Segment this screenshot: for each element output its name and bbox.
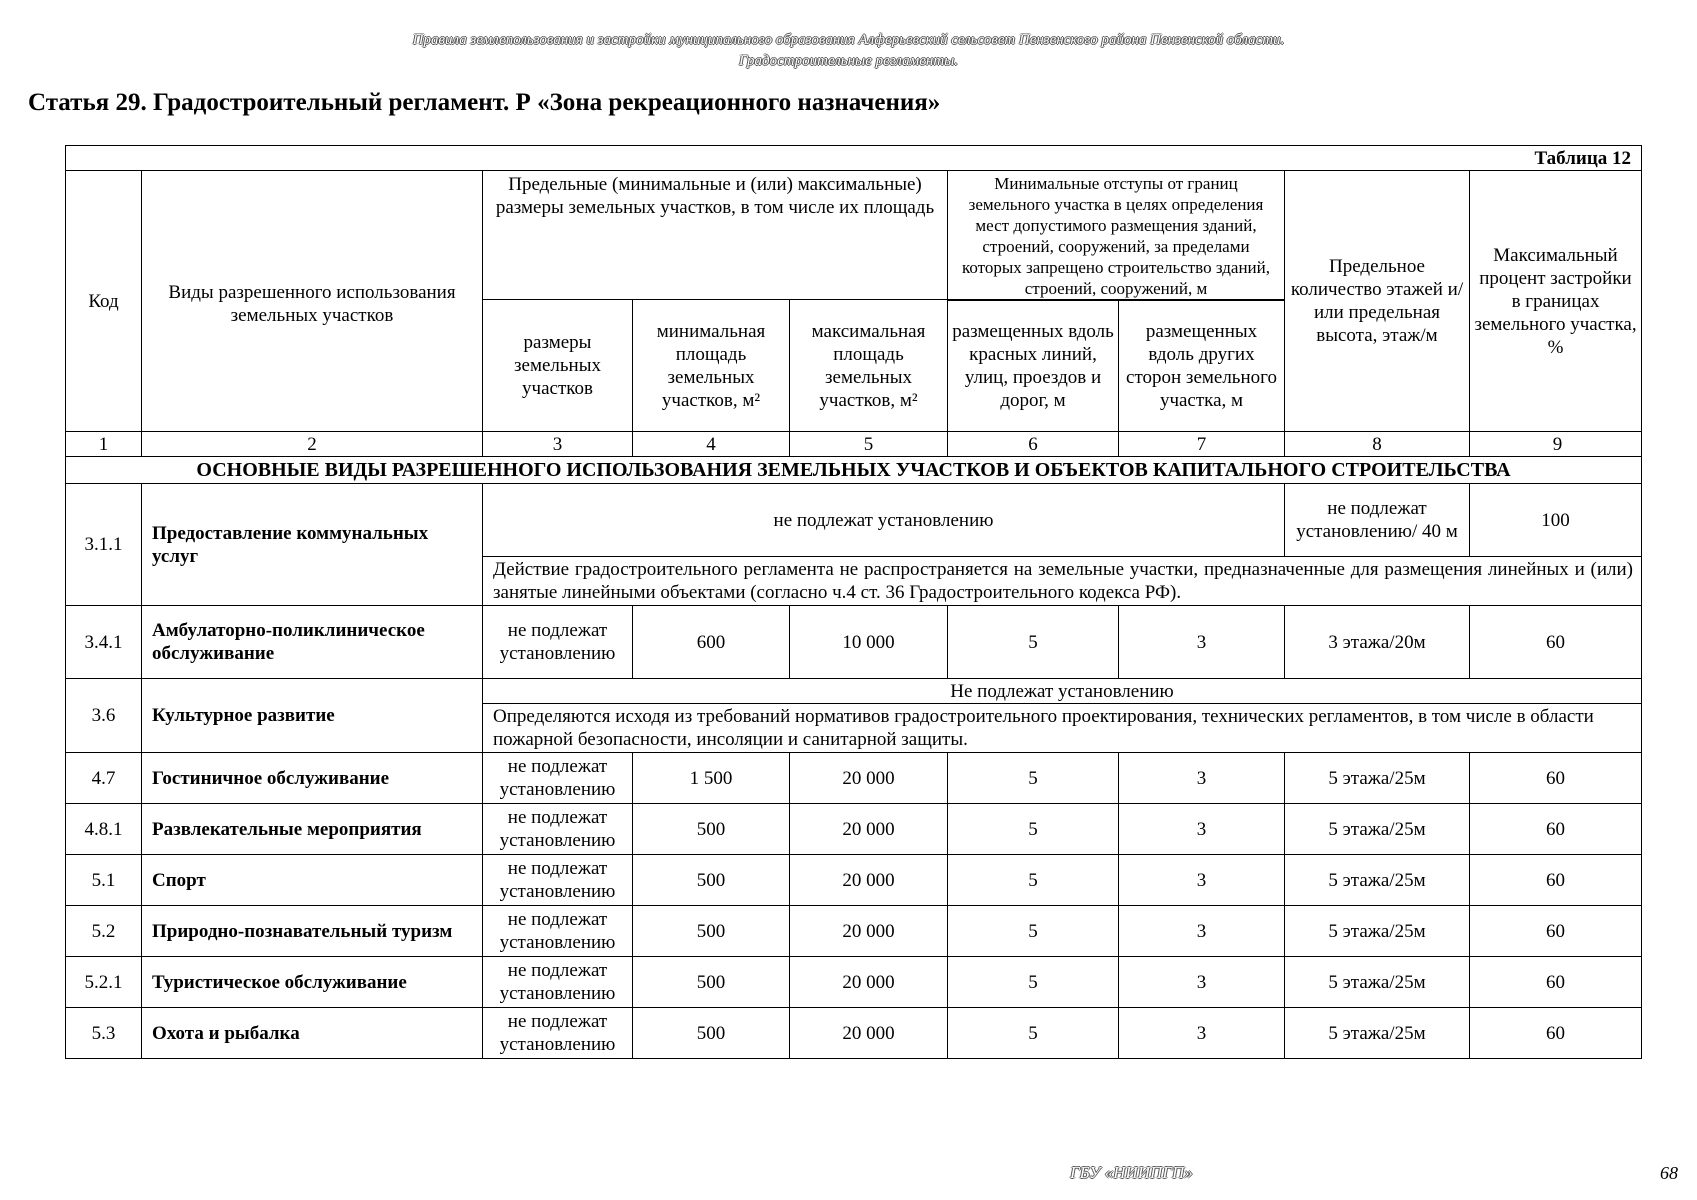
column-number: 6 xyxy=(948,432,1119,457)
table-row xyxy=(66,804,1642,855)
row-size: не подлежат установлению xyxy=(483,1008,633,1059)
header-min-area: минимальная площадь земельных участков, м² xyxy=(633,300,790,432)
row-setback-red: 5 xyxy=(948,855,1119,906)
column-number: 4 xyxy=(633,432,790,457)
row-size: не подлежат установлению xyxy=(483,753,633,804)
table-row xyxy=(66,679,1642,704)
row-code: 4.8.1 xyxy=(66,804,142,855)
running-header-line-1: Правила землепользования и застройки муниципального образования Алферьевский сельсовет Пензенского района Пензенской области. xyxy=(412,32,1285,48)
page-number: 68 xyxy=(1660,1163,1678,1183)
row-min-area: 1 500 xyxy=(633,753,790,804)
row-floors: 5 этажа/25м xyxy=(1285,855,1470,906)
row-code: 5.2.1 xyxy=(66,957,142,1008)
running-header xyxy=(0,30,1697,72)
row-max-area: 10 000 xyxy=(790,606,948,679)
row-use-name: Спорт xyxy=(142,855,483,906)
row-min-area: 500 xyxy=(633,957,790,1008)
row-use-name: Туристическое обслуживание xyxy=(142,957,483,1008)
row-coverage: 60 xyxy=(1470,855,1642,906)
row-max-area: 20 000 xyxy=(790,957,948,1008)
row-floors: 5 этажа/25м xyxy=(1285,753,1470,804)
row-note: Определяются исходя из требований нормативов градостроительного проектирования, технических регламентов, в том числе в области пожарной безопасности, инсоляции и санитарной защиты. xyxy=(483,704,1642,753)
row-params: Не подлежат установлению xyxy=(483,679,1642,704)
row-code: 5.1 xyxy=(66,855,142,906)
table-row xyxy=(66,855,1642,906)
row-coverage: 60 xyxy=(1470,804,1642,855)
column-number: 2 xyxy=(142,432,483,457)
row-min-area: 600 xyxy=(633,606,790,679)
table-row xyxy=(66,753,1642,804)
row-max-area: 20 000 xyxy=(790,804,948,855)
row-size: не подлежат установлению xyxy=(483,804,633,855)
table-row xyxy=(66,906,1642,957)
header-max-area: максимальная площадь земельных участков, м² xyxy=(790,300,948,432)
row-coverage: 60 xyxy=(1470,906,1642,957)
row-size: не подлежат установлению xyxy=(483,606,633,679)
row-use-name: Охота и рыбалка xyxy=(142,1008,483,1059)
row-setback-red: 5 xyxy=(948,804,1119,855)
column-number: 8 xyxy=(1285,432,1470,457)
running-header-line-2: Градостроительные регламенты. xyxy=(738,53,959,69)
header-floors: Предельное количество этажей и/или предельная высота, этаж/м xyxy=(1285,171,1470,432)
header-use: Виды разрешенного использования земельных участков xyxy=(142,171,483,432)
column-numbers-row xyxy=(66,432,1642,457)
header-setback-other: размещенных вдоль других сторон земельного участка, м xyxy=(1119,301,1285,432)
row-min-area: 500 xyxy=(633,855,790,906)
row-max-area: 20 000 xyxy=(790,855,948,906)
running-footer-org: ГБУ «НИИПГП» xyxy=(1070,1163,1193,1182)
row-code: 4.7 xyxy=(66,753,142,804)
row-coverage: 60 xyxy=(1470,957,1642,1008)
row-use-name: Развлекательные мероприятия xyxy=(142,804,483,855)
header-setback-group: Минимальные отступы от границ земельного участка в целях определения мест допустимого размещения зданий, строений, сооружений, за пределами которых запрещено строительство зданий, строений, сооружений, м xyxy=(948,171,1285,300)
row-code: 3.4.1 xyxy=(66,606,142,679)
row-use-name: Предоставление коммунальных услуг xyxy=(142,484,483,606)
column-number: 5 xyxy=(790,432,948,457)
row-code: 3.1.1 xyxy=(66,484,142,606)
row-setback-other: 3 xyxy=(1119,1008,1285,1059)
section-title: ОСНОВНЫЕ ВИДЫ РАЗРЕШЕННОГО ИСПОЛЬЗОВАНИЯ ЗЕМЕЛЬНЫХ УЧАСТКОВ И ОБЪЕКТОВ КАПИТАЛЬНОГО СТРОИТЕЛЬСТВА xyxy=(66,457,1642,484)
row-setback-other: 3 xyxy=(1119,753,1285,804)
row-setback-red: 5 xyxy=(948,753,1119,804)
row-setback-other: 3 xyxy=(1119,906,1285,957)
row-floors: 5 этажа/25м xyxy=(1285,1008,1470,1059)
row-code: 5.3 xyxy=(66,1008,142,1059)
row-floors: 3 этажа/20м xyxy=(1285,606,1470,679)
column-number: 1 xyxy=(66,432,142,457)
row-params: не подлежат установлению xyxy=(483,484,1285,557)
column-number: 3 xyxy=(483,432,633,457)
row-coverage: 100 xyxy=(1470,484,1642,557)
row-use-name: Гостиничное обслуживание xyxy=(142,753,483,804)
row-floors: не подлежат установлению/ 40 м xyxy=(1285,484,1470,557)
table-row xyxy=(66,1008,1642,1059)
row-max-area: 20 000 xyxy=(790,1008,948,1059)
row-floors: 5 этажа/25м xyxy=(1285,957,1470,1008)
row-size: не подлежат установлению xyxy=(483,855,633,906)
row-setback-other: 3 xyxy=(1119,804,1285,855)
regulation-table xyxy=(65,145,1642,1059)
row-setback-red: 5 xyxy=(948,957,1119,1008)
article-title: Статья 29. Градостроительный регламент. Р «Зона рекреационного назначения» xyxy=(28,89,941,116)
row-code: 3.6 xyxy=(66,679,142,753)
row-setback-other: 3 xyxy=(1119,855,1285,906)
table-row xyxy=(66,957,1642,1008)
row-use-name: Амбулаторно-поликлиническое обслуживание xyxy=(142,606,483,679)
column-number: 7 xyxy=(1119,432,1285,457)
header-coverage: Максимальный процент застройки в границах земельного участка, % xyxy=(1470,171,1642,432)
row-min-area: 500 xyxy=(633,1008,790,1059)
row-min-area: 500 xyxy=(633,804,790,855)
row-min-area: 500 xyxy=(633,906,790,957)
row-code: 5.2 xyxy=(66,906,142,957)
header-setback-red: размещенных вдоль красных линий, улиц, проездов и дорог, м xyxy=(948,301,1119,432)
row-size: не подлежат установлению xyxy=(483,906,633,957)
row-max-area: 20 000 xyxy=(790,753,948,804)
table-row xyxy=(66,484,1642,557)
row-setback-other: 3 xyxy=(1119,606,1285,679)
row-setback-red: 5 xyxy=(948,1008,1119,1059)
row-setback-red: 5 xyxy=(948,606,1119,679)
row-use-name: Культурное развитие xyxy=(142,679,483,753)
row-note: Действие градостроительного регламента не распространяется на земельные участки, предназначенные для размещения линейных и (или) занятые линейными объектами (согласно ч.4 ст. 36 Градостроительного кодекса РФ). xyxy=(483,557,1642,606)
row-setback-other: 3 xyxy=(1119,957,1285,1008)
header-size: размеры земельных участков xyxy=(483,300,633,432)
table-row xyxy=(66,606,1642,679)
header-size-group: Предельные (минимальные и (или) максимальные) размеры земельных участков, в том числе их площадь xyxy=(483,171,948,300)
row-size: не подлежат установлению xyxy=(483,957,633,1008)
row-coverage: 60 xyxy=(1470,753,1642,804)
row-setback-red: 5 xyxy=(948,906,1119,957)
row-coverage: 60 xyxy=(1470,606,1642,679)
row-floors: 5 этажа/25м xyxy=(1285,906,1470,957)
row-use-name: Природно-познавательный туризм xyxy=(142,906,483,957)
column-number: 9 xyxy=(1470,432,1642,457)
header-code: Код xyxy=(66,171,142,432)
row-coverage: 60 xyxy=(1470,1008,1642,1059)
row-max-area: 20 000 xyxy=(790,906,948,957)
table-caption: Таблица 12 xyxy=(66,146,1642,171)
row-floors: 5 этажа/25м xyxy=(1285,804,1470,855)
